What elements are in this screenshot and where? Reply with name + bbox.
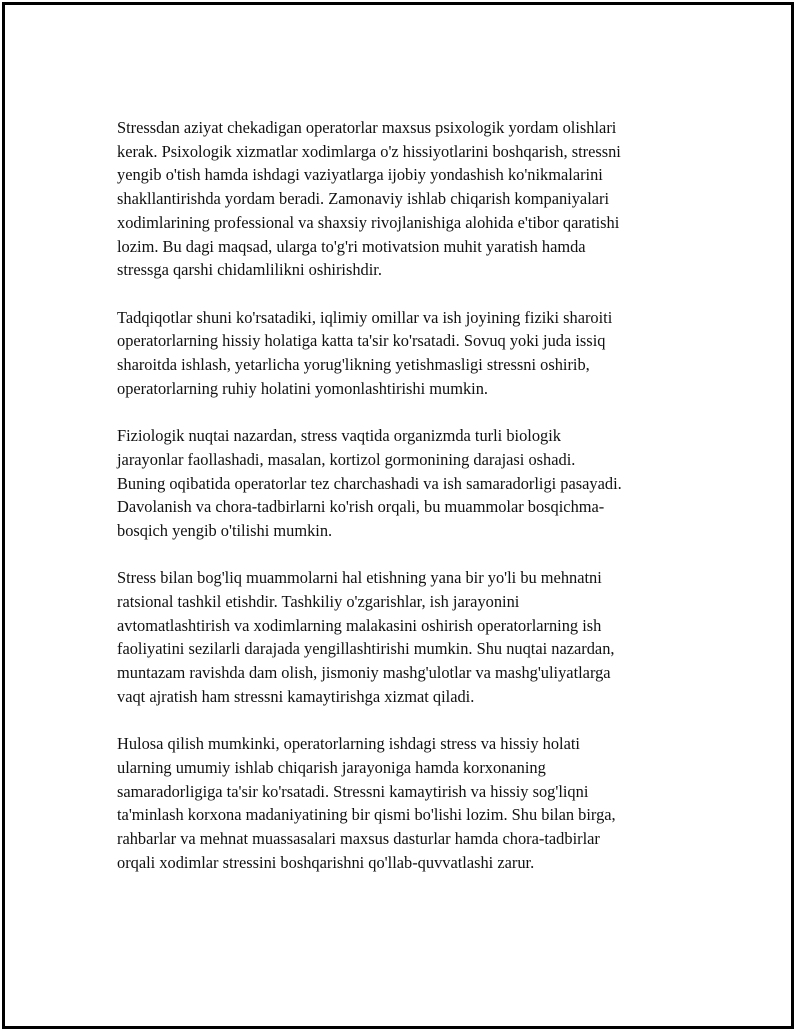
document-body <box>117 116 692 874</box>
paragraph-physical-conditions: Tadqiqotlar shuni ko'rsatadiki, iqlimiy omillar va ish joyining fiziki sharoiti operatorlarning hissiy holatiga katta ta'sir ko'rsatadi. Sovuq yoki juda issiq sharoitda ishlash, yetarlicha yorug'likning yetishmasligi stressni oshirib, operatorlarning ruhiy holatini yomonlashtirishi mumkin. <box>117 307 613 398</box>
paragraph-work-organization: Stress bilan bog'liq muammolarni hal etishning yana bir yo'li bu mehnatni ratsional tashkil etishdir. Tashkiliy o'zgarishlar, ish jarayonini avtomatlashtirish va xodimlarning malakasini oshirish operatorlarning ish faoliyatini sezilarli darajada yengillashtirishi mumkin. Shu nuqtai nazardan, muntazam ravishda dam olish, jismoniy mashg'ulotlar va mashg'uliyatlarga vaqt ajratish ham stressni kamaytirishga xizmat qiladi. <box>117 568 615 706</box>
paragraph-physiological-view: Fiziologik nuqtai nazardan, stress vaqtida organizmda turli biologik jarayonlar faollashadi, masalan, kortizol gormonining darajasi oshadi. Buning oqibatida operatorlar tez charchashadi va ish samaradorligi pasayadi. Davolanish va chora-tadbirlarni ko'rish orqali, bu muammolar bosqichma- bosqich yengib o'tilishi mumkin. <box>117 426 622 540</box>
paragraph-psychological-support: Stressdan aziyat chekadigan operatorlar maxsus psixologik yordam olishlari kerak. Psixologik xizmatlar xodimlarga o'z hissiyotlarini boshqarish, stressni yengib o'tish hamda ishdagi vaziyatlarga ijobiy yondashish ko'nikmalarini shakllantirishda yordam beradi. Zamonaviy ishlab chiqarish kompaniyalari xodimlarining professional va shaxsiy rivojlanishiga alohida e'tibor qaratishi lozim. Bu dagi maqsad, ularga to'g'ri motivatsion muhit yaratish hamda stressga qarshi chidamlilikni oshirishdir. <box>117 118 621 280</box>
paragraph-conclusion: Hulosa qilish mumkinki, operatorlarning ishdagi stress va hissiy holati ularning umumiy ishlab chiqarish jarayoniga hamda korxonaning samaradorligiga ta'sir ko'rsatadi. Stressni kamaytirish va hissiy sog'liqni ta'minlash korxona madaniyatining bir qismi bo'lishi lozim. Shu bilan birga, rahbarlar va mehnat muassasalari maxsus dasturlar hamda chora-tadbirlar orqali xodimlar stressini boshqarishni qo'llab-quvvatlashi zarur. <box>117 734 616 872</box>
